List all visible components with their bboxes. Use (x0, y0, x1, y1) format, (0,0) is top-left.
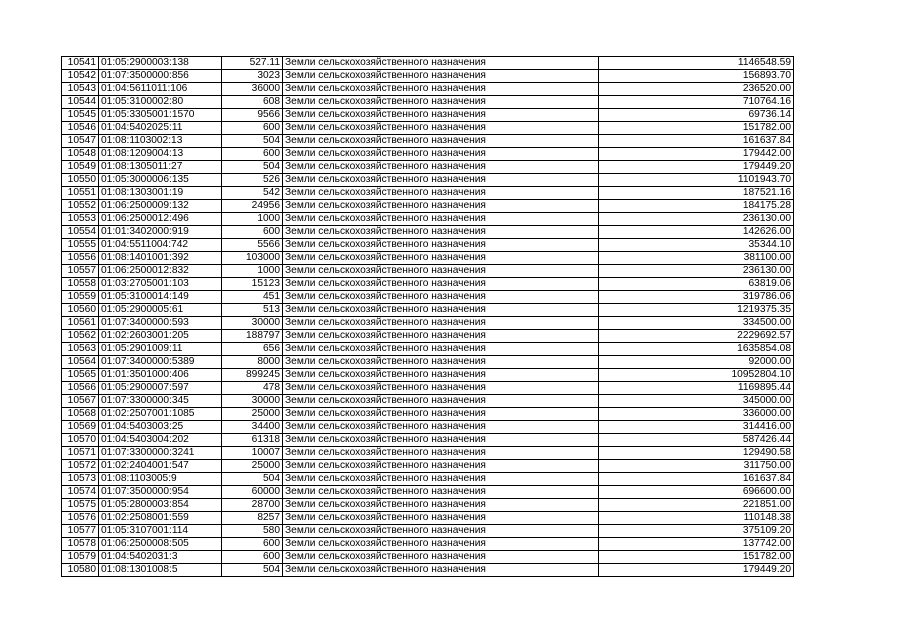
land-category-cell: Земли сельскохозяйственного назначения (283, 460, 599, 473)
area-cell: 36000 (222, 83, 283, 96)
table-row (62, 473, 794, 486)
cadastral-number-cell: 01:05:3107001:114 (99, 525, 222, 538)
cadastral-number-cell: 01:04:5402025:11 (99, 122, 222, 135)
cadastral-number-cell: 01:04:5611011:106 (99, 83, 222, 96)
area-cell: 899245 (222, 369, 283, 382)
cadastral-value-cell: 92000.00 (599, 356, 794, 369)
table-row (62, 317, 794, 330)
table-row (62, 148, 794, 161)
cadastral-number-cell: 01:02:2603001:205 (99, 330, 222, 343)
row-number-cell: 10550 (62, 174, 99, 187)
table-row (62, 161, 794, 174)
table-row (62, 187, 794, 200)
cadastral-number-cell: 01:07:3500000:856 (99, 70, 222, 83)
cadastral-number-cell: 01:05:2901009:11 (99, 343, 222, 356)
area-cell: 600 (222, 538, 283, 551)
area-cell: 28700 (222, 499, 283, 512)
table-row (62, 408, 794, 421)
cadastral-value-cell: 710764.16 (599, 96, 794, 109)
table-row (62, 57, 794, 70)
cadastral-number-cell: 01:05:3100014:149 (99, 291, 222, 304)
land-category-cell: Земли сельскохозяйственного назначения (283, 161, 599, 174)
table-row (62, 343, 794, 356)
land-category-cell: Земли сельскохозяйственного назначения (283, 538, 599, 551)
cadastral-number-cell: 01:05:3100002:80 (99, 96, 222, 109)
area-cell: 5566 (222, 239, 283, 252)
table-row (62, 447, 794, 460)
table-row (62, 304, 794, 317)
table-row (62, 96, 794, 109)
land-category-cell: Земли сельскохозяйственного назначения (283, 57, 599, 70)
cadastral-number-cell: 01:08:1303001:19 (99, 187, 222, 200)
area-cell: 8000 (222, 356, 283, 369)
row-number-cell: 10577 (62, 525, 99, 538)
land-category-cell: Земли сельскохозяйственного назначения (283, 317, 599, 330)
cadastral-value-cell: 161637.84 (599, 135, 794, 148)
land-category-cell: Земли сельскохозяйственного назначения (283, 265, 599, 278)
area-cell: 656 (222, 343, 283, 356)
row-number-cell: 10562 (62, 330, 99, 343)
cadastral-number-cell: 01:04:5403003:25 (99, 421, 222, 434)
row-number-cell: 10553 (62, 213, 99, 226)
cadastral-value-cell: 696600.00 (599, 486, 794, 499)
cadastral-value-cell: 236130.00 (599, 265, 794, 278)
cadastral-value-cell: 142626.00 (599, 226, 794, 239)
cadastral-value-cell: 334500.00 (599, 317, 794, 330)
cadastral-number-cell: 01:02:2404001:547 (99, 460, 222, 473)
row-number-cell: 10558 (62, 278, 99, 291)
cadastral-number-cell: 01:08:1401001:392 (99, 252, 222, 265)
row-number-cell: 10541 (62, 57, 99, 70)
area-cell: 478 (222, 382, 283, 395)
cadastral-number-cell: 01:06:2500008:505 (99, 538, 222, 551)
area-cell: 24956 (222, 200, 283, 213)
land-category-cell: Земли сельскохозяйственного назначения (283, 187, 599, 200)
table-row (62, 369, 794, 382)
cadastral-value-cell: 345000.00 (599, 395, 794, 408)
table-row (62, 226, 794, 239)
table-row (62, 395, 794, 408)
cadastral-value-cell: 187521.16 (599, 187, 794, 200)
area-cell: 580 (222, 525, 283, 538)
cadastral-number-cell: 01:03:2705001:103 (99, 278, 222, 291)
land-category-cell: Земли сельскохозяйственного назначения (283, 330, 599, 343)
land-category-cell: Земли сельскохозяйственного назначения (283, 408, 599, 421)
table-row (62, 109, 794, 122)
cadastral-number-cell: 01:05:3000006:135 (99, 174, 222, 187)
land-category-cell: Земли сельскохозяйственного назначения (283, 473, 599, 486)
row-number-cell: 10560 (62, 304, 99, 317)
table-row (62, 83, 794, 96)
cadastral-value-cell: 314416.00 (599, 421, 794, 434)
area-cell: 61318 (222, 434, 283, 447)
land-category-cell: Земли сельскохозяйственного назначения (283, 252, 599, 265)
cadastral-number-cell: 01:06:2500009:132 (99, 200, 222, 213)
row-number-cell: 10555 (62, 239, 99, 252)
cadastral-number-cell: 01:08:1103002:13 (99, 135, 222, 148)
area-cell: 15123 (222, 278, 283, 291)
cadastral-value-cell: 236520.00 (599, 83, 794, 96)
cadastral-value-cell: 381100.00 (599, 252, 794, 265)
land-plots-table (61, 56, 794, 577)
area-cell: 30000 (222, 317, 283, 330)
cadastral-value-cell: 1219375.35 (599, 304, 794, 317)
cadastral-value-cell: 2229692.57 (599, 330, 794, 343)
row-number-cell: 10571 (62, 447, 99, 460)
cadastral-value-cell: 151782.00 (599, 551, 794, 564)
cadastral-value-cell: 311750.00 (599, 460, 794, 473)
cadastral-value-cell: 110148.38 (599, 512, 794, 525)
row-number-cell: 10574 (62, 486, 99, 499)
row-number-cell: 10545 (62, 109, 99, 122)
cadastral-number-cell: 01:07:3300000:3241 (99, 447, 222, 460)
table-row (62, 421, 794, 434)
row-number-cell: 10567 (62, 395, 99, 408)
cadastral-value-cell: 221851.00 (599, 499, 794, 512)
table-row (62, 291, 794, 304)
cadastral-value-cell: 179449.20 (599, 564, 794, 577)
cadastral-value-cell: 1169895.44 (599, 382, 794, 395)
cadastral-number-cell: 01:08:1301008:5 (99, 564, 222, 577)
land-category-cell: Земли сельскохозяйственного назначения (283, 148, 599, 161)
cadastral-number-cell: 01:08:1305011:27 (99, 161, 222, 174)
land-category-cell: Земли сельскохозяйственного назначения (283, 109, 599, 122)
cadastral-number-cell: 01:01:3402000:919 (99, 226, 222, 239)
cadastral-number-cell: 01:05:2900007:597 (99, 382, 222, 395)
land-category-cell: Земли сельскохозяйственного назначения (283, 200, 599, 213)
land-category-cell: Земли сельскохозяйственного назначения (283, 174, 599, 187)
land-category-cell: Земли сельскохозяйственного назначения (283, 239, 599, 252)
land-category-cell: Земли сельскохозяйственного назначения (283, 291, 599, 304)
row-number-cell: 10565 (62, 369, 99, 382)
cadastral-number-cell: 01:01:3501000:406 (99, 369, 222, 382)
table-row (62, 512, 794, 525)
land-category-cell: Земли сельскохозяйственного назначения (283, 499, 599, 512)
cadastral-number-cell: 01:02:2508001:559 (99, 512, 222, 525)
table-row (62, 356, 794, 369)
cadastral-number-cell: 01:05:2900005:61 (99, 304, 222, 317)
row-number-cell: 10556 (62, 252, 99, 265)
table-row (62, 538, 794, 551)
cadastral-value-cell: 179442.00 (599, 148, 794, 161)
land-category-cell: Земли сельскохозяйственного назначения (283, 395, 599, 408)
area-cell: 103000 (222, 252, 283, 265)
area-cell: 25000 (222, 460, 283, 473)
land-category-cell: Земли сельскохозяйственного назначения (283, 564, 599, 577)
table-row (62, 486, 794, 499)
area-cell: 60000 (222, 486, 283, 499)
land-category-cell: Земли сельскохозяйственного назначения (283, 512, 599, 525)
area-cell: 188797 (222, 330, 283, 343)
area-cell: 451 (222, 291, 283, 304)
row-number-cell: 10580 (62, 564, 99, 577)
cadastral-value-cell: 1635854.08 (599, 343, 794, 356)
land-category-cell: Земли сельскохозяйственного назначения (283, 213, 599, 226)
land-category-cell: Земли сельскохозяйственного назначения (283, 83, 599, 96)
area-cell: 504 (222, 564, 283, 577)
area-cell: 608 (222, 96, 283, 109)
land-category-cell: Земли сельскохозяйственного назначения (283, 434, 599, 447)
area-cell: 504 (222, 473, 283, 486)
land-category-cell: Земли сельскохозяйственного назначения (283, 369, 599, 382)
table-row (62, 499, 794, 512)
area-cell: 513 (222, 304, 283, 317)
area-cell: 34400 (222, 421, 283, 434)
cadastral-number-cell: 01:02:2507001:1085 (99, 408, 222, 421)
area-cell: 1000 (222, 265, 283, 278)
area-cell: 526 (222, 174, 283, 187)
table-row (62, 213, 794, 226)
land-category-cell: Земли сельскохозяйственного назначения (283, 343, 599, 356)
cadastral-number-cell: 01:04:5511004:742 (99, 239, 222, 252)
cadastral-number-cell: 01:05:2900003:138 (99, 57, 222, 70)
area-cell: 30000 (222, 395, 283, 408)
cadastral-value-cell: 319786.06 (599, 291, 794, 304)
table-row (62, 252, 794, 265)
row-number-cell: 10546 (62, 122, 99, 135)
table-row (62, 239, 794, 252)
land-category-cell: Земли сельскохозяйственного назначения (283, 382, 599, 395)
table-row (62, 265, 794, 278)
table-row (62, 330, 794, 343)
table-row (62, 525, 794, 538)
row-number-cell: 10548 (62, 148, 99, 161)
land-category-cell: Земли сельскохозяйственного назначения (283, 356, 599, 369)
cadastral-value-cell: 336000.00 (599, 408, 794, 421)
table-row (62, 122, 794, 135)
table-row (62, 434, 794, 447)
cadastral-value-cell: 156893.70 (599, 70, 794, 83)
cadastral-number-cell: 01:05:3305001:1570 (99, 109, 222, 122)
row-number-cell: 10573 (62, 473, 99, 486)
area-cell: 3023 (222, 70, 283, 83)
area-cell: 504 (222, 161, 283, 174)
land-category-cell: Земли сельскохозяйственного назначения (283, 304, 599, 317)
row-number-cell: 10551 (62, 187, 99, 200)
row-number-cell: 10572 (62, 460, 99, 473)
cadastral-value-cell: 236130.00 (599, 213, 794, 226)
cadastral-number-cell: 01:07:3500000:954 (99, 486, 222, 499)
area-cell: 10007 (222, 447, 283, 460)
land-category-cell: Земли сельскохозяйственного назначения (283, 122, 599, 135)
cadastral-value-cell: 63819.06 (599, 278, 794, 291)
row-number-cell: 10576 (62, 512, 99, 525)
area-cell: 600 (222, 551, 283, 564)
cadastral-value-cell: 587426.44 (599, 434, 794, 447)
area-cell: 1000 (222, 213, 283, 226)
cadastral-value-cell: 129490.58 (599, 447, 794, 460)
area-cell: 600 (222, 226, 283, 239)
table-row (62, 564, 794, 577)
table-row (62, 200, 794, 213)
land-category-cell: Земли сельскохозяйственного назначения (283, 70, 599, 83)
row-number-cell: 10578 (62, 538, 99, 551)
row-number-cell: 10547 (62, 135, 99, 148)
cadastral-value-cell: 161637.84 (599, 473, 794, 486)
row-number-cell: 10559 (62, 291, 99, 304)
cadastral-number-cell: 01:05:2800003:854 (99, 499, 222, 512)
table-row (62, 551, 794, 564)
cadastral-value-cell: 179449.20 (599, 161, 794, 174)
area-cell: 527.11 (222, 57, 283, 70)
row-number-cell: 10552 (62, 200, 99, 213)
document-sheet (61, 56, 793, 577)
row-number-cell: 10561 (62, 317, 99, 330)
land-category-cell: Земли сельскохозяйственного назначения (283, 135, 599, 148)
row-number-cell: 10543 (62, 83, 99, 96)
table-row (62, 460, 794, 473)
row-number-cell: 10542 (62, 70, 99, 83)
cadastral-value-cell: 375109.20 (599, 525, 794, 538)
cadastral-value-cell: 1146548.59 (599, 57, 794, 70)
table-row (62, 70, 794, 83)
area-cell: 9566 (222, 109, 283, 122)
land-category-cell: Земли сельскохозяйственного назначения (283, 447, 599, 460)
land-category-cell: Земли сельскохозяйственного назначения (283, 525, 599, 538)
area-cell: 600 (222, 148, 283, 161)
cadastral-number-cell: 01:04:5402031:3 (99, 551, 222, 564)
row-number-cell: 10544 (62, 96, 99, 109)
row-number-cell: 10564 (62, 356, 99, 369)
cadastral-value-cell: 69736.14 (599, 109, 794, 122)
row-number-cell: 10554 (62, 226, 99, 239)
land-category-cell: Земли сельскохозяйственного назначения (283, 226, 599, 239)
land-category-cell: Земли сельскохозяйственного назначения (283, 421, 599, 434)
cadastral-value-cell: 10952804.10 (599, 369, 794, 382)
land-category-cell: Земли сельскохозяйственного назначения (283, 551, 599, 564)
cadastral-number-cell: 01:07:3300000:345 (99, 395, 222, 408)
cadastral-value-cell: 151782.00 (599, 122, 794, 135)
cadastral-value-cell: 35344.10 (599, 239, 794, 252)
row-number-cell: 10566 (62, 382, 99, 395)
row-number-cell: 10579 (62, 551, 99, 564)
cadastral-value-cell: 137742.00 (599, 538, 794, 551)
cadastral-number-cell: 01:06:2500012:496 (99, 213, 222, 226)
area-cell: 504 (222, 135, 283, 148)
cadastral-number-cell: 01:06:2500012:832 (99, 265, 222, 278)
table-row (62, 382, 794, 395)
cadastral-value-cell: 184175.28 (599, 200, 794, 213)
area-cell: 8257 (222, 512, 283, 525)
cadastral-number-cell: 01:08:1209004:13 (99, 148, 222, 161)
land-category-cell: Земли сельскохозяйственного назначения (283, 486, 599, 499)
table-row (62, 135, 794, 148)
row-number-cell: 10549 (62, 161, 99, 174)
table-row (62, 278, 794, 291)
row-number-cell: 10570 (62, 434, 99, 447)
row-number-cell: 10568 (62, 408, 99, 421)
cadastral-value-cell: 1101943.70 (599, 174, 794, 187)
table-body (62, 57, 794, 577)
cadastral-number-cell: 01:04:5403004:202 (99, 434, 222, 447)
area-cell: 542 (222, 187, 283, 200)
row-number-cell: 10575 (62, 499, 99, 512)
cadastral-number-cell: 01:08:1103005:9 (99, 473, 222, 486)
land-category-cell: Земли сельскохозяйственного назначения (283, 278, 599, 291)
area-cell: 600 (222, 122, 283, 135)
area-cell: 25000 (222, 408, 283, 421)
land-category-cell: Земли сельскохозяйственного назначения (283, 96, 599, 109)
cadastral-number-cell: 01:07:3400000:5389 (99, 356, 222, 369)
row-number-cell: 10557 (62, 265, 99, 278)
row-number-cell: 10569 (62, 421, 99, 434)
table-row (62, 174, 794, 187)
cadastral-number-cell: 01:07:3400000:593 (99, 317, 222, 330)
row-number-cell: 10563 (62, 343, 99, 356)
